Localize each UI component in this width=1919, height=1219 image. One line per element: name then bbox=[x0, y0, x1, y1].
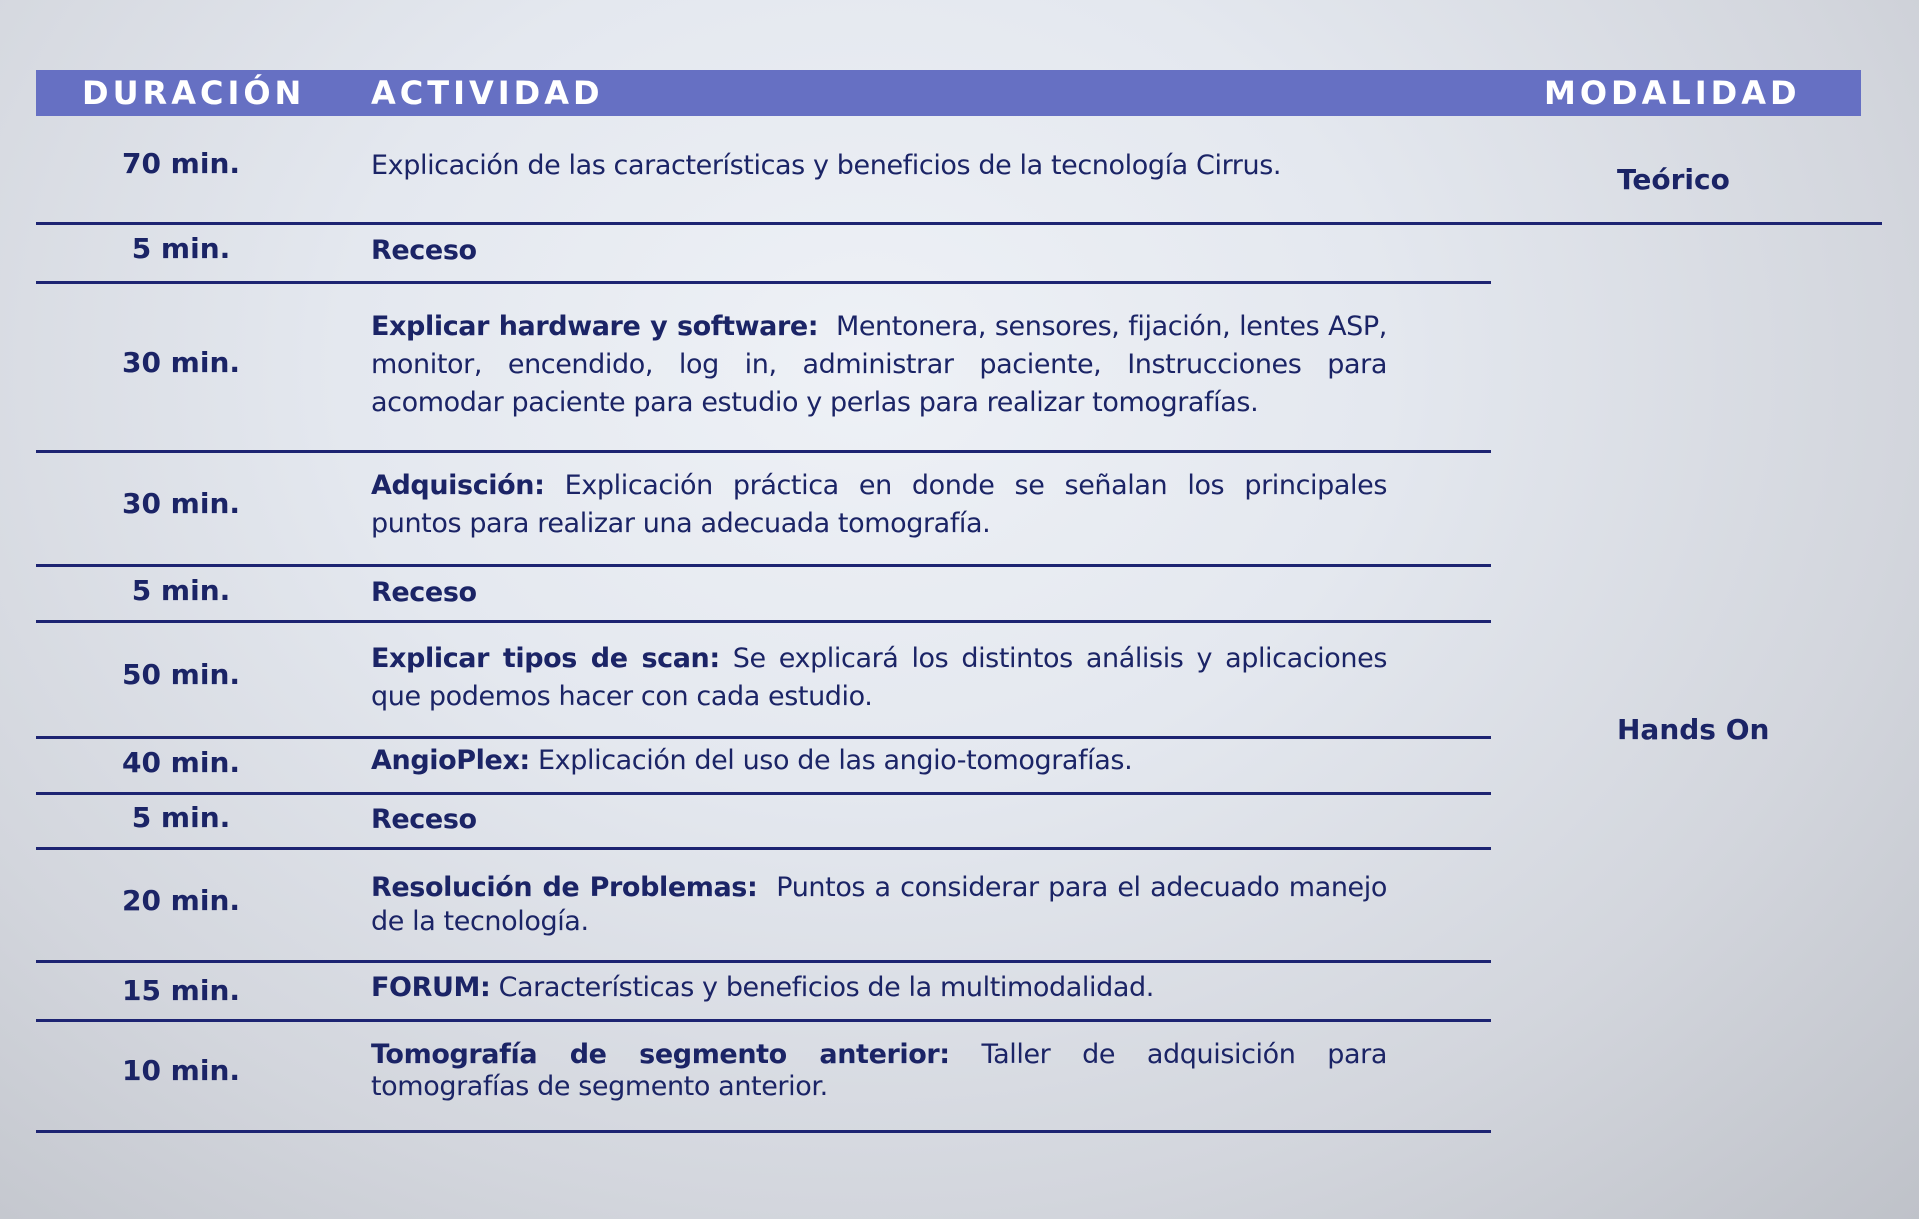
activity-title: Explicar hardware y software: bbox=[371, 311, 819, 342]
activity-title: Tomografía de segmento anterior: bbox=[371, 1039, 950, 1070]
row-activity bbox=[371, 871, 1387, 939]
row-duration: 70 min. bbox=[121, 147, 241, 180]
header-actividad: ACTIVIDAD bbox=[371, 74, 604, 112]
row-divider bbox=[36, 620, 1491, 623]
row-divider bbox=[36, 222, 1882, 225]
activity-text: Se explicará los distintos análisis y aplicaciones que podemos hacer con cada estudio. bbox=[371, 643, 1387, 712]
row-duration: 10 min. bbox=[121, 1054, 241, 1087]
row-duration: 20 min. bbox=[121, 884, 241, 917]
table-header bbox=[36, 70, 1861, 116]
activity-title: Explicar tipos de scan: bbox=[371, 643, 720, 674]
row-activity bbox=[371, 232, 1387, 270]
row-activity bbox=[371, 147, 1387, 185]
row-divider bbox=[36, 450, 1491, 453]
row-divider bbox=[36, 1019, 1491, 1022]
activity-text: Taller de adquisición para tomografías de segmento anterior. bbox=[371, 1039, 1387, 1102]
activity-text: Puntos a considerar para el adecuado manejo de la tecnología. bbox=[371, 872, 1387, 937]
row-duration: 30 min. bbox=[121, 346, 241, 379]
modality-hands-on: Hands On bbox=[1617, 713, 1770, 746]
row-activity bbox=[371, 467, 1387, 543]
row-duration: 5 min. bbox=[131, 801, 231, 834]
row-activity bbox=[371, 1039, 1387, 1103]
activity-title: Adquisción: bbox=[371, 470, 545, 501]
row-activity bbox=[371, 308, 1387, 422]
row-divider bbox=[36, 281, 1491, 284]
activity-title: Receso bbox=[371, 577, 477, 608]
activity-text: Explicación del uso de las angio-tomografías. bbox=[538, 745, 1133, 776]
row-activity bbox=[371, 640, 1387, 716]
header-duracion: DURACIÓN bbox=[82, 74, 306, 112]
activity-text: Explicación práctica en donde se señalan los principales puntos para realizar una adecuada tomografía. bbox=[371, 470, 1387, 539]
row-divider bbox=[36, 960, 1491, 963]
row-duration: 30 min. bbox=[121, 487, 241, 520]
row-duration: 5 min. bbox=[131, 232, 231, 265]
row-activity bbox=[371, 742, 1387, 780]
activity-text: Explicación de las características y beneficios de la tecnología Cirrus. bbox=[371, 150, 1282, 181]
row-duration: 50 min. bbox=[121, 658, 241, 691]
row-divider bbox=[36, 792, 1491, 795]
activity-title: FORUM: bbox=[371, 972, 491, 1003]
activity-title: AngioPlex: bbox=[371, 745, 530, 776]
row-divider bbox=[36, 736, 1491, 739]
row-activity bbox=[371, 574, 1387, 612]
row-divider bbox=[36, 847, 1491, 850]
activity-title: Receso bbox=[371, 235, 477, 266]
row-duration: 15 min. bbox=[121, 974, 241, 1007]
row-activity bbox=[371, 801, 1387, 839]
activity-title: Receso bbox=[371, 804, 477, 835]
activity-text: Características y beneficios de la multimodalidad. bbox=[498, 972, 1154, 1003]
activity-text: Mentonera, sensores, fijación, lentes ASP, monitor, encendido, log in, administrar paciente, Instrucciones para acomodar paciente para estudio y perlas para realizar tomografías. bbox=[371, 311, 1387, 418]
activity-title: Resolución de Problemas: bbox=[371, 872, 758, 903]
modality-teorico: Teórico bbox=[1617, 163, 1730, 196]
row-duration: 5 min. bbox=[131, 574, 231, 607]
row-activity bbox=[371, 969, 1387, 1007]
row-divider bbox=[36, 564, 1491, 567]
row-divider bbox=[36, 1130, 1491, 1133]
row-duration: 40 min. bbox=[121, 746, 241, 779]
header-modalidad: MODALIDAD bbox=[1544, 74, 1801, 112]
